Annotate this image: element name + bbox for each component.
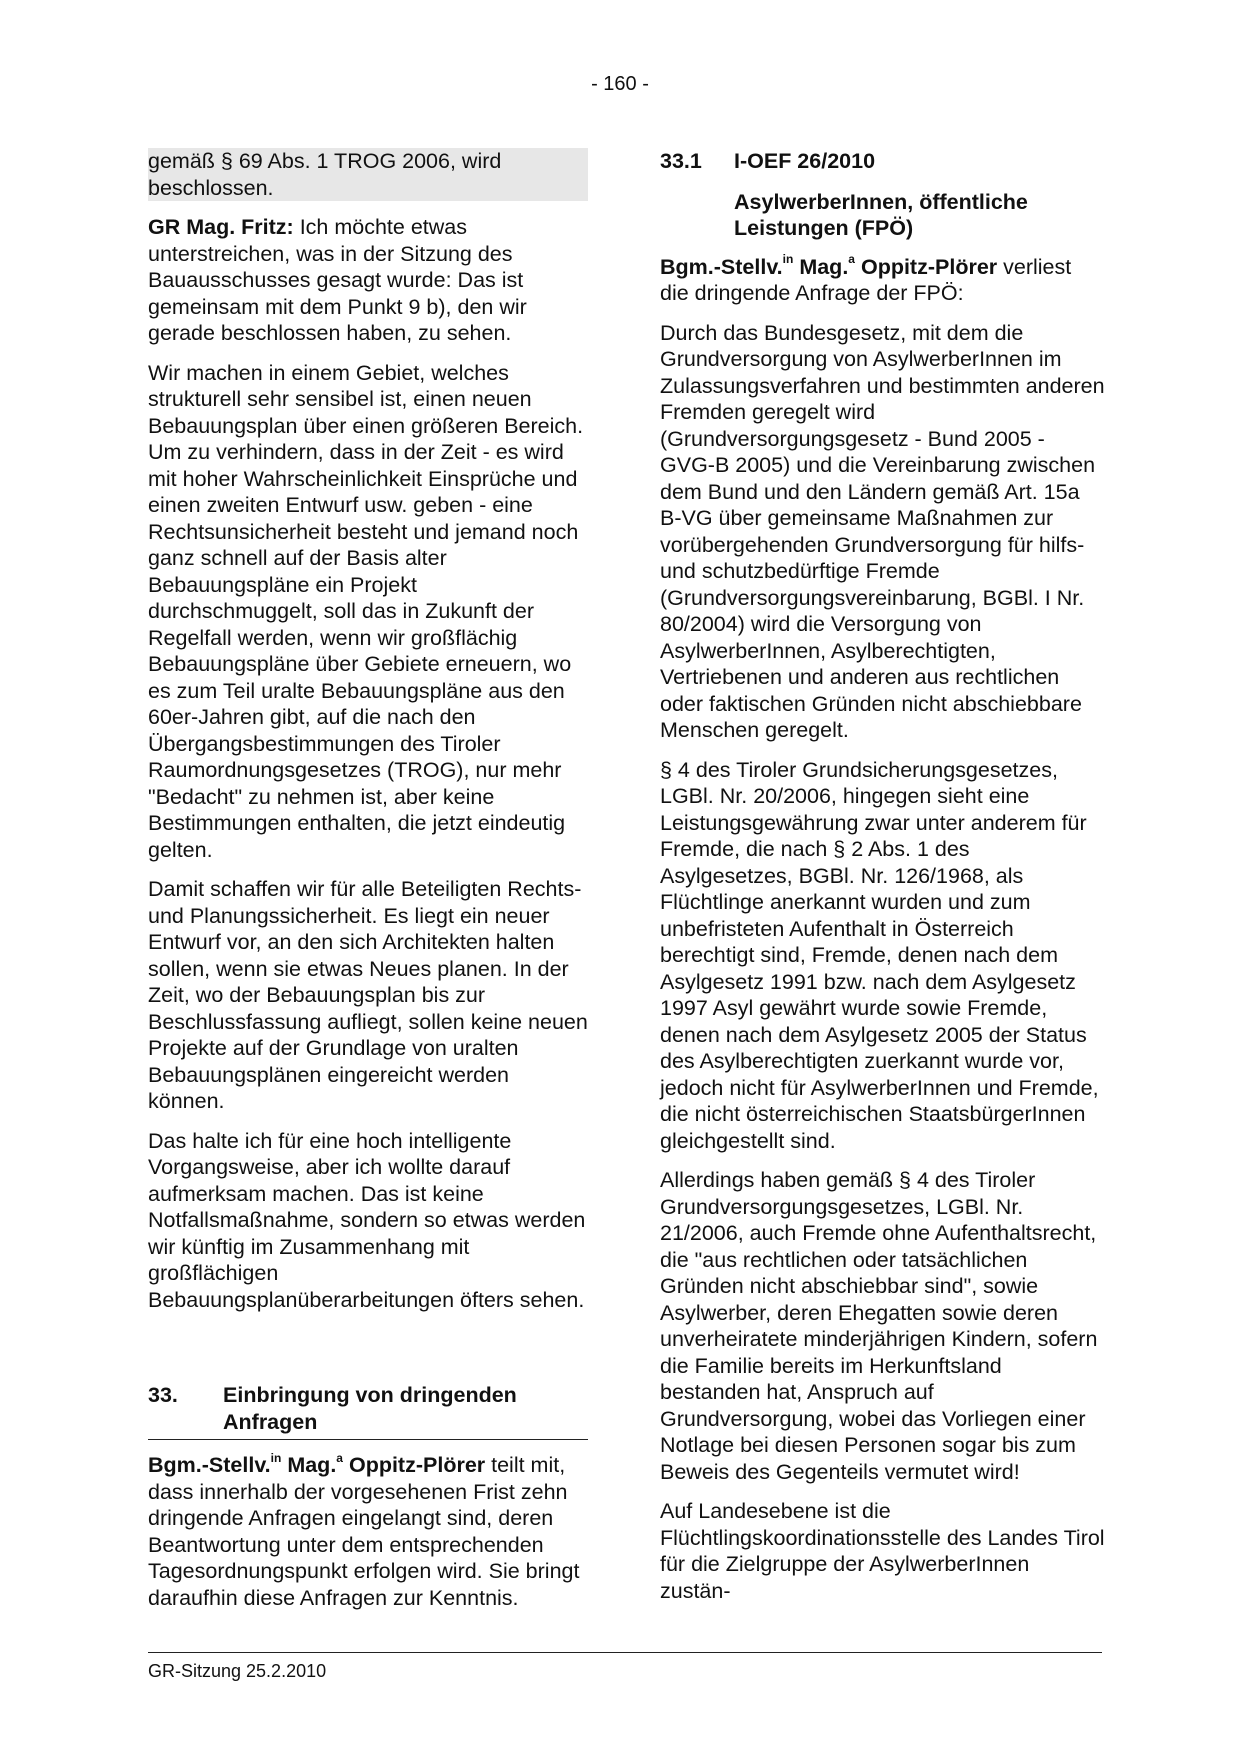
footer-text: GR-Sitzung 25.2.2010 — [148, 1661, 327, 1681]
query-paragraph-4: Auf Landesebene ist die Flüchtlingskoordinationsstelle des Landes Tirol für die Zielgruppe der AsylwerberInnen zustän- — [660, 1499, 1105, 1603]
speaker-name: GR Mag. Fritz: — [148, 215, 294, 239]
speaker-superscript: a — [336, 1450, 343, 1465]
speaker-name: Oppitz-Plörer — [348, 1453, 486, 1477]
fritz-paragraph-2: Wir machen in einem Gebiet, welches strukturell sehr sensibel ist, einen neuen Bebauungsplan über einen größeren Bereich. Um zu verhindern, dass in der Zeit - es wird mit hoher Wahrscheinlichkeit Einsprüche und einen zweiten Entwurf usw. geben - eine Rechtsunsicherheit besteht und jemand noch ganz schnell auf der Basis alter Bebauungspläne ein Projekt durchschmuggelt, soll das in Zukunft der Regelfall werden, wenn wir großflächig Bebauungspläne über Gebiete erneuern, wo es zum Teil uralte Bebauungspläne aus den 60er-Jahren gibt, auf die nach den Übergangsbestimmungen des Tiroler Raumordnungsgesetzes (TROG), nur mehr "Bedacht" zu nehmen ist, aber keine Bestimmungen enthalten, die jetzt eindeutig gelten. — [148, 360, 584, 862]
fritz-paragraph-4: Das halte ich für eine hoch intelligente Vorgangsweise, aber ich wollte darauf aufmerksam machen. Das ist keine Notfallsmaßnahme, sondern so etwas werden wir künftig im Zusammenhang mit großflächigen Bebauungsplanüberarbeitungen öfters sehen. — [148, 1128, 586, 1312]
subsection-number: 33.1 — [660, 149, 702, 173]
subsection-id: I-OEF 26/2010 — [734, 149, 876, 173]
footer-divider — [148, 1652, 1102, 1653]
subsection-title: AsylwerberInnen, öffentliche Leistungen (FPÖ) — [734, 189, 1028, 240]
fritz-paragraph-1 — [148, 214, 588, 347]
speaker-name: Oppitz-Plörer — [860, 254, 998, 279]
left-column — [148, 148, 588, 1624]
section-paragraph — [148, 1452, 588, 1611]
paragraph-text: Ich möchte etwas unterstreichen, was in der Sitzung des Bauausschusses gesagt wurde: Das ist gemeinsam mit dem Punkt 9 b), den wir gerade beschlossen haben, zu sehen. — [148, 215, 527, 345]
highlighted-resolution: gemäß § 69 Abs. 1 TROG 2006, wird beschlossen. — [148, 148, 588, 201]
section-number: 33. — [148, 1383, 178, 1407]
spacer — [148, 1326, 588, 1382]
query-paragraph-1: Durch das Bundesgesetz, mit dem die Grundversorgung von AsylwerberInnen im Zulassungsverfahren und bestimmten anderen Fremden geregelt wird (Grundversorgungsgesetz - Bund 2005 - GVG-B 2005) und die Vereinbarung zwischen dem Bund und den Ländern gemäß Art. 15a B-VG über gemeinsame Maßnahmen zur vorübergehenden Grundversorgung für hilfs- und schutzbedürftige Fremde (Grundversorgungsvereinbarung, BGBl. I Nr. 80/2004) wird die Versorgung von AsylwerberInnen, Asylberechtigten, Vertriebenen und anderen aus rechtlichen oder faktischen Gründen nicht abschiebbare Menschen geregelt. — [660, 320, 1105, 742]
query-paragraph-3: Allerdings haben gemäß § 4 des Tiroler Grundversorgungsgesetzes, LGBl. Nr. 21/2006, auch Fremde ohne Aufenthaltsrecht, die "aus rechtlichen oder tatsächlichen Gründen nicht abschiebbar sind", sowie Asylwerber, deren Ehegatten sowie deren unverheiratete minderjährigen Kindern, sofern die Familie bereits im Herkunftsland bestanden hat, Anspruch auf Grundversorgung, wobei das Vorliegen einer Notlage bei diesen Personen sogar bis zum Beweis des Gegenteils vermutet wird! — [660, 1168, 1098, 1484]
speaker-title: Mag. — [799, 254, 849, 279]
section-heading — [148, 1382, 588, 1440]
speaker-superscript: in — [782, 252, 794, 267]
query-paragraph-2: § 4 des Tiroler Grundsicherungsgesetzes, LGBl. Nr. 20/2006, hingegen sieht eine Leistungsgewährung zwar unter anderem für Fremde, die nach § 2 Abs. 1 des Asylgesetzes, BGBl. Nr. 126/1968, als Flüchtlinge anerkannt wurden und zum unbefristeten Aufenthalt in Österreich berechtigt sind, Fremde, denen nach dem Asylgesetz 1991 bzw. nach dem Asylgesetz 1997 Asyl gewährt wurde sowie Fremde, denen nach dem Asylgesetz 2005 der Status des Asylberechtigten zuerkannt wurde vor, jedoch nicht für AsylwerberInnen und Fremde, die nicht österreichischen StaatsbürgerInnen gleichgestellt sind. — [660, 757, 1099, 1153]
intro-paragraph — [660, 254, 1105, 307]
paragraph-text: verliest die dringende Anfrage der FPÖ: — [660, 254, 1072, 305]
page-number: - 160 - — [591, 73, 649, 95]
speaker-title: Bgm.-Stellv. — [148, 1453, 271, 1477]
speaker-title: Bgm.-Stellv. — [660, 254, 783, 279]
speaker-superscript: a — [848, 252, 855, 267]
fritz-paragraph-3: Damit schaffen wir für alle Beteiligten Rechts- und Planungssicherheit. Es liegt ein neuer Entwurf vor, an den sich Architekten halten sollen, wenn sie etwas Neues planen. In der Zeit, wo der Bebauungsplan bis zur Beschlussfassung aufliegt, sollen keine neuen Projekte auf der Grundlage von uralten Bebauungsplänen eingereicht werden können. — [148, 877, 588, 1113]
speaker-title: Mag. — [287, 1453, 337, 1477]
section-title: Einbringung von dringenden Anfragen — [223, 1383, 517, 1434]
right-column — [660, 148, 1105, 1617]
speaker-superscript: in — [270, 1450, 282, 1465]
subsection-heading — [660, 148, 1105, 175]
paragraph-text: teilt mit, dass innerhalb der vorgesehenen Frist zehn dringende Anfragen eingelangt sind, deren Beantwortung unter dem entsprechenden Tagesordnungspunkt erfolgen wird. Sie bringt daraufhin diese Anfragen zur Kenntnis. — [148, 1453, 580, 1610]
